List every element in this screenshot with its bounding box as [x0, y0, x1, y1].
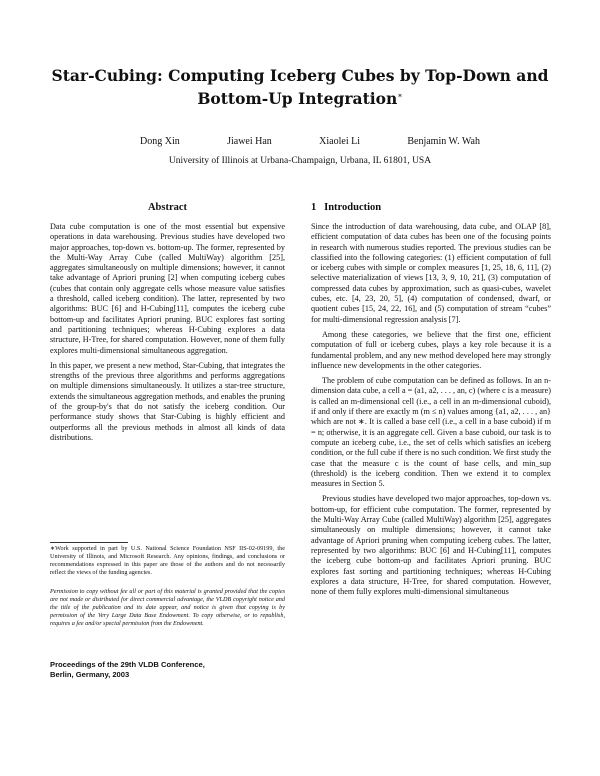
- affiliation: University of Illinois at Urbana-Champaign, Urbana, IL 61801, USA: [168, 156, 432, 166]
- author-name: Benjamin W. Wah: [407, 136, 480, 147]
- funding-footnote: ∗Work supported in part by U.S. National Science Foundation NSF IIS-02-09199, the University of Illinois, and Microsoft Research. Any opinions, findings, and conclusions or recommendations expressed in this paper are those of the authors and do not necessarily reflect the views of the funding agencies.: [50, 545, 285, 576]
- author-name: Dong Xin: [140, 136, 180, 147]
- paper-title-text: Star-Cubing: Computing Iceberg Cubes by Top-Down and Bottom-Up Integration: [51, 66, 549, 109]
- intro-paragraph-4: Previous studies have developed two major approaches, top-down vs. bottom-up, for efficient cube computation. The former, represented by the Multi-Way Array Cube (called MultiWay) algorithm [25], aggregates simultaneously on multiple dimensions; however, it cannot take advantage of Apriori pruning when computing iceberg cubes. The latter, represented by two algorithms: BUC [6] and H-Cubing[11], computes the iceberg cube bottom-up and facilitates Apriori pruning. BUC explores fast sorting and partitioning techniques; whereas H-Cubing explores a data structure, H-Tree, for shared computation. However, none of them fully explores multi-dimensional simultaneous: [311, 494, 551, 597]
- intro-paragraph-3: The problem of cube computation can be defined as follows. In an n-dimension data cube, a cell a = (a1, a2, . . . , an, c) (where c is a measure) is called an m-dimensional cell (i.e., a cell in an m-dimensional cuboid), if and only if there are exactly m (m ≤ n) values among {a1, a2, . . . , an} which are not ∗. It is called a base cell (i.e., a cell in a base cuboid) if m = n; otherwise, it is an aggregate cell. Given a base cuboid, our task is to compute an iceberg cube, i.e., the set of cells which satisfies an iceberg condition, or the full cube if there is no such condition. We first study the case that the measure c is the count of base cells, and min_sup (threshold) is the iceberg condition. Then we extend it to complex measures in Section 5.: [311, 376, 551, 489]
- proceedings-line-2: Berlin, Germany, 2003: [50, 669, 130, 679]
- abstract-section: [50, 202, 285, 448]
- paper-title: [50, 66, 550, 109]
- author-list: [140, 136, 480, 147]
- abstract-paragraph-2: In this paper, we present a new method, Star-Cubing, that integrates the strengths of the previous three algorithms and performs aggregations on multiple dimensions simultaneously. It utilizes a star-tree structure, extends the simultaneous aggregation methods, and enables the pruning of the group-by's that do not satisfy the iceberg condition. Our performance study shows that Star-Cubing is highly efficient and outperforms all the previous methods in almost all kinds of data distributions.: [50, 360, 285, 442]
- footnote-rule: [50, 542, 128, 543]
- abstract-heading: Abstract: [147, 202, 188, 213]
- permission-notice: Permission to copy without fee all or part of this material is granted provided that the copies are not made or distributed for direct commercial advantage, the VLDB copyright notice and the title of the publication and its date appear, and notice is given that copying is by permission of the Very Large Data Base Endowment. To copy otherwise, or to republish, requires a fee and/or special permission from the Endowment.: [50, 588, 285, 627]
- introduction-section: [311, 202, 551, 602]
- intro-paragraph-1: Since the introduction of data warehousing, data cube, and OLAP [8], efficient computation of data cubes has been one of the focusing points in research with numerous studies reported. The previous studies can be classified into the following categories: (1) efficient computation of full or iceberg cubes with simple or complex measures [1, 25, 18, 6, 11], (2) selective materialization of views [13, 3, 9, 10, 21], (3) computation of compressed data cubes by approximation, such as quasi-cubes, wavelet cubes, etc. [4, 23, 20, 5], (4) computation of condensed, dwarf, or quotient cubes [15, 24, 22, 16], and (5) computation of stream “cubes” for multi-dimensional regression analysis [7].: [311, 222, 551, 324]
- introduction-heading: 1 Introduction: [311, 202, 382, 213]
- author-name: Xiaolei Li: [319, 136, 360, 147]
- title-footnote-mark: ∗: [397, 91, 403, 100]
- intro-paragraph-2: Among these categories, we believe that the first one, efficient computation of full or iceberg cubes, plays a key role because it is a fundamental problem, and any new method developed here may strongly influence new developments in the other categories.: [311, 329, 551, 370]
- proceedings-line-1: Proceedings of the 29th VLDB Conference,: [50, 660, 205, 669]
- abstract-paragraph-1: Data cube computation is one of the most essential but expensive operations in data warehousing. Previous studies have developed two major approaches, top-down vs. bottom-up. The former, represented by the Multi-Way Array Cube (called MultiWay) algorithm [25], aggregates simultaneously on multiple dimensions; however, it cannot take advantage of Apriori pruning [2] when computing iceberg cubes (cubes that contain only aggregate cells whose measure value satisfies a threshold, called iceberg condition). The latter, represented by two algorithms: BUC [6] and H-Cubing[11], computes the iceberg cube bottom-up and facilitates Apriori pruning. BUC explores fast sorting and partitioning techniques; whereas H-Cubing explores a data structure, H-Tree, for shared computation. However, none of them fully explores multi-dimensional simultaneous aggregation.: [50, 222, 285, 355]
- author-name: Jiawei Han: [227, 136, 272, 147]
- proceedings-info: [50, 660, 285, 679]
